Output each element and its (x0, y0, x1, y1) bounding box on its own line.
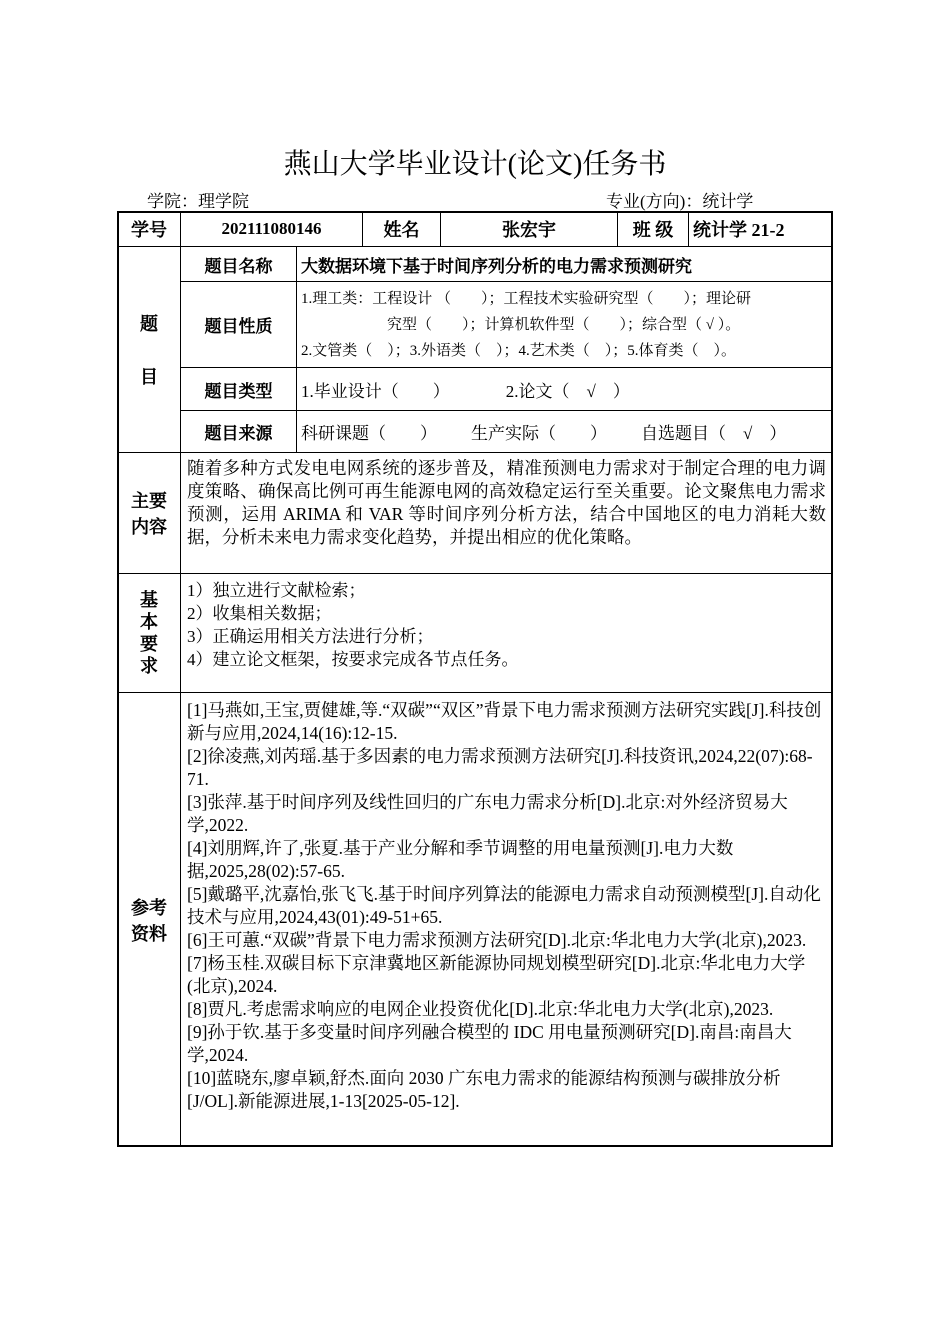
requirements-list (180, 573, 833, 693)
class-label: 班 级 (617, 211, 689, 247)
source-option-research: 科研课题（ ） (301, 424, 437, 443)
reference-item: [8]贾凡.考虑需求响应的电网企业投资优化[D].北京:华北电力大学(北京),2023. (187, 999, 774, 1019)
source-option-self: 自选题目（ √ ） (641, 424, 787, 443)
topic-title-label: 题目名称 (180, 246, 297, 282)
reference-item: [4]刘朋辉,许了,张夏.基于产业分解和季节调整的用电量预测[J].电力大数据,2025,28(02):57-65. (187, 838, 734, 881)
references-label: 参考资料 (117, 692, 181, 1147)
student-id-label: 学号 (117, 211, 181, 247)
requirement-item: 3）正确运用相关方法进行分析； (187, 627, 434, 646)
topic-nature-options (296, 281, 833, 368)
references-list (180, 692, 833, 1147)
nature-line-1: 1.理工类：工程设计 （ ）；工程技术实验研究型（ ）；理论研 (301, 291, 752, 307)
college-label: 学院：理学院 (147, 192, 249, 211)
nature-line-2: 究型（ ）；计算机软件型（ ）；综合型（ √ ）。 (387, 317, 741, 333)
topic-label-2: 目 (140, 366, 158, 387)
topic-label-1: 题 (140, 314, 158, 335)
topic-source-label: 题目来源 (180, 410, 297, 453)
class-value: 统计学 21-2 (688, 211, 833, 247)
requirements-label: 基本要求 (117, 573, 181, 693)
main-content-text: 随着多种方式发电电网系统的逐步普及，精准预测电力需求对于制定合理的电力调度策略、确保高比例可再生能源电网的高效稳定运行至关重要。论文聚焦电力需求预测，运用 ARIMA 和 VAR 等时间序列分析方法，结合中国地区的电力消耗大数据，分析未来电力需求变化趋势，并提出相应的优化策略。 (180, 452, 833, 574)
type-option-thesis: 2.论文（ √ ） (505, 381, 630, 401)
nature-line-3: 2.文管类（ ）；3.外语类（ ）；4.艺术类（ ）；5.体育类（ ）。 (301, 343, 737, 359)
student-id-value: 202111080146 (180, 211, 363, 247)
reference-item: [7]杨玉桂.双碳目标下京津冀地区新能源协同规划模型研究[D].北京:华北电力大学(北京),2024. (187, 953, 806, 996)
reference-item: [1]马燕如,王宝,贾健雄,等.“双碳”“双区”背景下电力需求预测方法研究实践[J].科技创新与应用,2024,14(16):12-15. (187, 700, 822, 743)
requirement-item: 4）建立论文框架，按要求完成各节点任务。 (187, 650, 519, 669)
reference-item: [9]孙于钦.基于多变量时间序列融合模型的 IDC 用电量预测研究[D].南昌:南昌大学,2024. (187, 1022, 792, 1065)
major-label: 专业(方向)：统计学 (606, 192, 754, 211)
document-title: 燕山大学毕业设计(论文)任务书 (283, 149, 667, 180)
name-label: 姓名 (362, 211, 441, 247)
reference-item: [5]戴璐平,沈嘉怡,张飞飞.基于时间序列算法的能源电力需求自动预测模型[J].自动化技术与应用,2024,43(01):49-51+65. (187, 884, 821, 927)
name-value: 张宏宇 (440, 211, 618, 247)
main-content-label: 主要内容 (117, 452, 181, 574)
reference-item: [10]蓝晓东,廖卓颖,舒杰.面向 2030 广东电力需求的能源结构预测与碳排放分析[J/OL].新能源进展,1-13[2025-05-12]. (187, 1068, 781, 1111)
type-option-design: 1.毕业设计（ ） (301, 381, 450, 401)
reference-item: [2]徐凌燕,刘芮瑶.基于多因素的电力需求预测方法研究[J].科技资讯,2024,22(07):68-71. (187, 746, 813, 789)
topic-source-options (296, 410, 833, 453)
topic-section-label (117, 246, 181, 453)
requirement-item: 1）独立进行文献检索； (187, 581, 366, 600)
reference-item: [3]张萍.基于时间序列及线性回归的广东电力需求分析[D].北京:对外经济贸易大学,2022. (187, 792, 788, 835)
topic-type-options (296, 367, 833, 411)
source-option-production: 生产实际（ ） (471, 424, 607, 443)
topic-title-value: 大数据环境下基于时间序列分析的电力需求预测研究 (296, 246, 833, 282)
reference-item: [6]王可蕙.“双碳”背景下电力需求预测方法研究[D].北京:华北电力大学(北京),2023. (187, 930, 807, 950)
topic-type-label: 题目类型 (180, 367, 297, 411)
requirement-item: 2）收集相关数据； (187, 604, 332, 623)
topic-nature-label: 题目性质 (180, 281, 297, 368)
